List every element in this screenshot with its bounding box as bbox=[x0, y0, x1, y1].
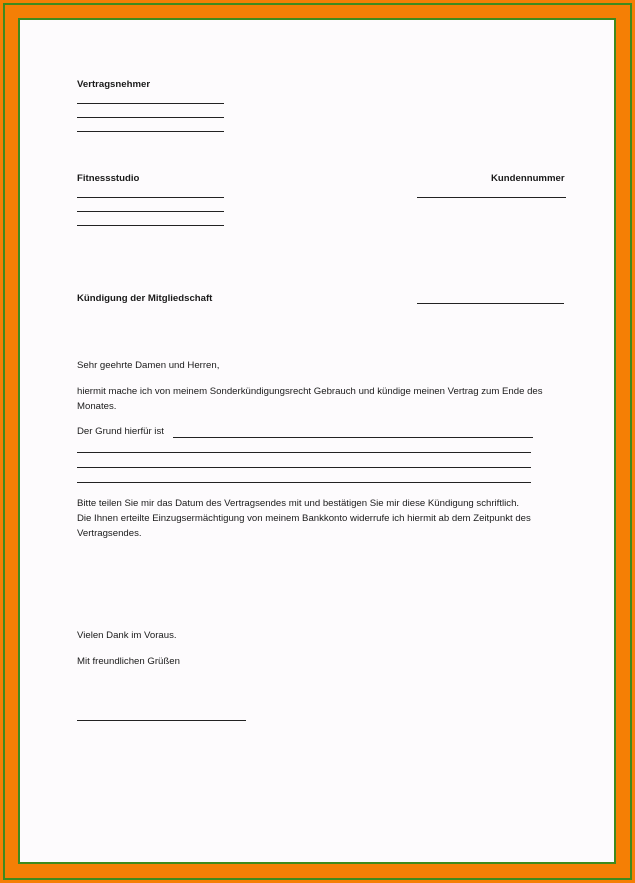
contractor-line-3[interactable] bbox=[77, 131, 224, 132]
reason-label: Der Grund hierfür ist bbox=[77, 426, 164, 437]
closing-line: Mit freundlichen Grüßen bbox=[77, 656, 180, 667]
paragraph-revoke: Die Ihnen erteilte Einzugsermächtigung von meinem Bankkonto widerrufe ich hiermit ab dem Zeitpunkt des Vertragsendes. bbox=[77, 513, 531, 539]
studio-label: Fitnessstudio bbox=[77, 173, 140, 184]
reason-line-4[interactable] bbox=[77, 482, 531, 483]
subject-line: Kündigung der Mitgliedschaft bbox=[77, 293, 213, 304]
salutation: Sehr geehrte Damen und Herren, bbox=[77, 360, 220, 371]
customer-number-label: Kundennummer bbox=[491, 173, 565, 184]
paragraph-confirm: Bitte teilen Sie mir das Datum des Vertragsendes mit und bestätigen Sie mir diese Kündigung schriftlich. bbox=[77, 498, 520, 509]
date-line[interactable] bbox=[417, 303, 564, 304]
reason-line-2[interactable] bbox=[77, 452, 531, 453]
customer-number-line[interactable] bbox=[417, 197, 566, 198]
contractor-line-2[interactable] bbox=[77, 117, 224, 118]
reason-line-1[interactable] bbox=[173, 437, 533, 438]
studio-line-2[interactable] bbox=[77, 211, 224, 212]
contractor-label: Vertragsnehmer bbox=[77, 79, 151, 90]
reason-line-3[interactable] bbox=[77, 467, 531, 468]
contractor-line-1[interactable] bbox=[77, 103, 224, 104]
paragraph-termination: hiermit mache ich von meinem Sonderkündigungsrecht Gebrauch und kündige meinen Vertrag zum Ende des Monates. bbox=[77, 386, 543, 412]
letter-page bbox=[18, 18, 616, 864]
studio-line-1[interactable] bbox=[77, 197, 224, 198]
studio-line-3[interactable] bbox=[77, 225, 224, 226]
thanks-line: Vielen Dank im Voraus. bbox=[77, 630, 177, 641]
signature-line[interactable] bbox=[77, 720, 246, 721]
